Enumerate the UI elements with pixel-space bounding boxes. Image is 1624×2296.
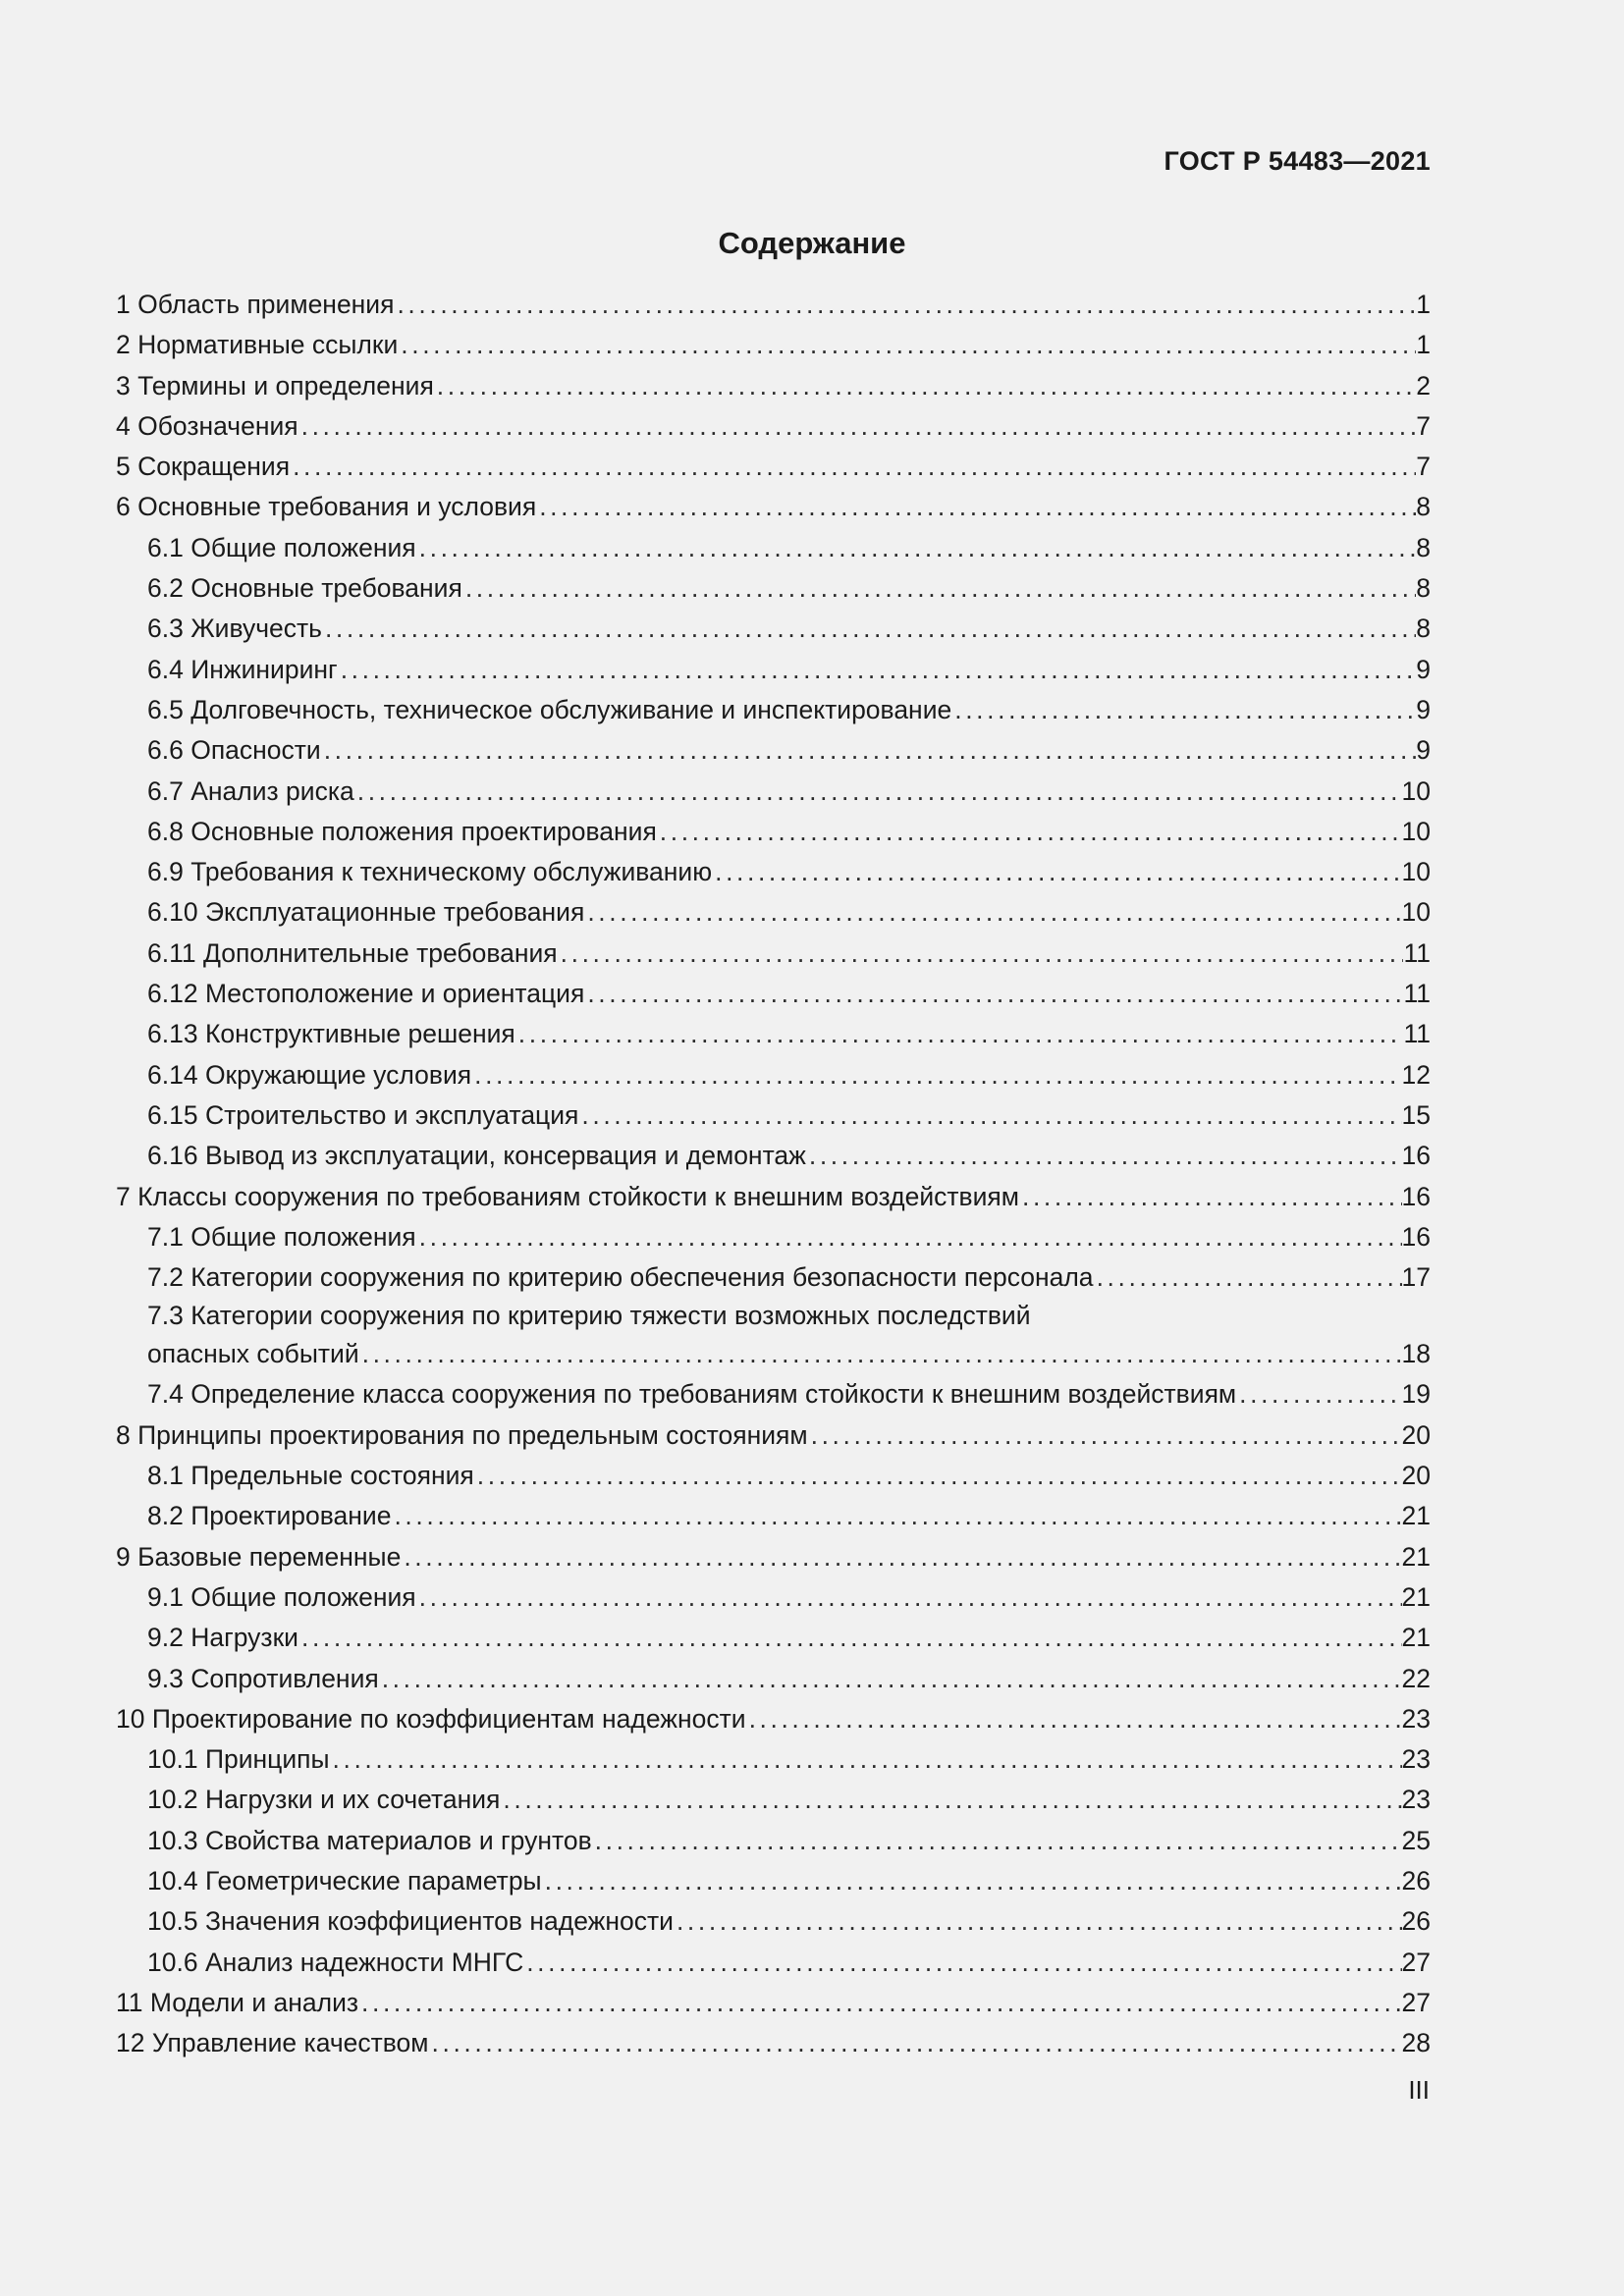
toc-entry-title: 6 Основные требования и условия (116, 492, 537, 522)
toc-entry[interactable] (116, 528, 1431, 568)
toc-entry-title: 9.1 Общие положения (147, 1581, 416, 1612)
toc-entry-title: 12 Управление качеством (116, 2028, 429, 2058)
toc-entry-row (116, 1537, 1431, 1577)
toc-entry[interactable] (116, 730, 1431, 771)
toc-entry-title: 7.1 Общие положения (147, 1221, 416, 1252)
toc-entry-title: 2 Нормативные ссылки (116, 330, 399, 360)
toc-entry-page: 21 (1401, 1501, 1431, 1531)
dot-leader (712, 852, 1401, 892)
toc-entry-row (116, 285, 1431, 325)
toc-entry[interactable] (116, 1456, 1431, 1496)
document-code: ГОСТ Р 54483—2021 (1164, 146, 1431, 176)
toc-entry-row (116, 1415, 1431, 1456)
dot-leader (379, 1659, 1402, 1699)
dot-leader (394, 285, 1416, 325)
toc-entry-page: 28 (1401, 2028, 1431, 2058)
toc-entry-row (116, 325, 1431, 365)
toc-entry-title: 6.11 Дополнительные требования (147, 937, 558, 968)
toc-entry-title: 10.6 Анализ надежности МНГС (147, 1947, 524, 1977)
dot-leader (398, 325, 1416, 365)
toc-entry-title: 8 Принципы проектирования по предельным состояниям (116, 1419, 808, 1450)
toc-entry-row (116, 366, 1431, 406)
dot-leader (806, 1136, 1402, 1176)
toc-entry[interactable] (116, 1861, 1431, 1901)
page-title: Содержание (718, 226, 906, 260)
toc-entry-title: 6.2 Основные требования (147, 573, 462, 604)
toc-entry[interactable] (116, 1095, 1431, 1136)
toc-entry[interactable] (116, 892, 1431, 933)
toc-entry[interactable] (116, 1136, 1431, 1176)
toc-entry-row (116, 1055, 1431, 1095)
dot-leader (500, 1780, 1401, 1820)
toc-entry[interactable] (116, 1780, 1431, 1820)
toc-entry-title: 9 Базовые переменные (116, 1541, 402, 1572)
toc-entry[interactable] (116, 2023, 1431, 2063)
toc-entry-row (116, 609, 1431, 649)
toc-entry-page: 7 (1416, 452, 1431, 482)
toc-entry[interactable] (116, 1014, 1431, 1054)
toc-entry-row (116, 1014, 1431, 1054)
toc-entry-title: 8.1 Предельные состояния (147, 1461, 474, 1491)
dot-leader (808, 1415, 1402, 1456)
toc-entry-title: 6.7 Анализ риска (147, 775, 354, 806)
toc-entry[interactable] (116, 1699, 1431, 1739)
dot-leader (391, 1496, 1401, 1536)
toc-entry-page: 25 (1401, 1825, 1431, 1855)
toc-entry-title: 3 Термины и определения (116, 370, 434, 400)
toc-entry-row (116, 1861, 1431, 1901)
dot-leader (338, 650, 1417, 690)
dot-leader (578, 1095, 1401, 1136)
dot-leader (674, 1901, 1402, 1942)
toc-entry-row (116, 772, 1431, 812)
toc-entry-page: 11 (1403, 937, 1431, 968)
toc-entry-row (116, 1217, 1431, 1257)
toc-entry-title: 6.3 Живучесть (147, 614, 322, 644)
toc-entry-page: 20 (1401, 1461, 1431, 1491)
toc-entry-row (116, 528, 1431, 568)
dot-leader (401, 1537, 1401, 1577)
toc-entry[interactable] (116, 812, 1431, 852)
toc-entry[interactable] (116, 1537, 1431, 1577)
toc-entry-title: 6.9 Требования к техническому обслуживанию (147, 857, 713, 887)
toc-entry-row (116, 1257, 1431, 1298)
dot-leader (462, 568, 1416, 609)
toc-entry-row (116, 892, 1431, 933)
dot-leader (330, 1739, 1402, 1780)
toc-entry-row (116, 1780, 1431, 1820)
toc-entry-row (116, 1821, 1431, 1861)
toc-entry-page: 9 (1416, 654, 1431, 684)
toc-entry[interactable] (116, 609, 1431, 649)
toc-entry-title: 11 Модели и анализ (116, 1987, 359, 2017)
toc-entry-page: 23 (1401, 1785, 1431, 1815)
toc-entry[interactable] (116, 852, 1431, 892)
toc-entry-page: 27 (1401, 1947, 1431, 1977)
toc-entry-page: 10 (1401, 775, 1431, 806)
dot-leader (523, 1943, 1401, 1983)
toc-entry-title: 10.1 Принципы (147, 1744, 330, 1775)
toc-entry-row (116, 406, 1431, 447)
toc-entry[interactable] (116, 1055, 1431, 1095)
toc-entry-row (116, 1374, 1431, 1415)
toc-entry-title: 5 Сокращения (116, 452, 291, 482)
toc-entry-title: 6.5 Долговечность, техническое обслуживание и инспектирование (147, 694, 952, 724)
toc-entry-title: 6.13 Конструктивные решения (147, 1019, 515, 1049)
toc-entry-row (116, 934, 1431, 974)
toc-entry-title: 10.2 Нагрузки и их сочетания (147, 1785, 501, 1815)
toc-entry-title: 10.3 Свойства материалов и грунтов (147, 1825, 592, 1855)
dot-leader (322, 609, 1416, 649)
toc-entry[interactable] (116, 568, 1431, 609)
toc-entry-title: 7.3 Категории сооружения по критерию тяжести возможных последствий (147, 1301, 1031, 1331)
toc-entry[interactable] (116, 1217, 1431, 1257)
toc-entry-page: 8 (1416, 573, 1431, 604)
toc-entry-page: 11 (1403, 979, 1431, 1009)
toc-entry-title: 6.15 Строительство и эксплуатация (147, 1099, 579, 1130)
toc-entry[interactable] (116, 447, 1431, 487)
dot-leader (434, 366, 1416, 406)
dot-leader (471, 1055, 1401, 1095)
dot-leader (592, 1821, 1402, 1861)
toc-entry-row (116, 447, 1431, 487)
toc-entry-page: 10 (1401, 857, 1431, 887)
toc-entry[interactable] (116, 1943, 1431, 1983)
dot-leader (416, 528, 1417, 568)
toc-entry-page: 8 (1416, 614, 1431, 644)
toc-entry[interactable] (116, 772, 1431, 812)
dot-leader (558, 934, 1404, 974)
toc-entry-page: 16 (1401, 1181, 1431, 1211)
toc-entry[interactable] (116, 1577, 1431, 1618)
toc-entry-row (116, 1577, 1431, 1618)
toc-entry-page: 18 (1401, 1339, 1431, 1369)
toc-entry-page: 26 (1401, 1865, 1431, 1896)
toc-entry-page: 2 (1416, 370, 1431, 400)
toc-entry-row (116, 1334, 1431, 1374)
toc-entry-row (116, 1901, 1431, 1942)
dot-leader (542, 1861, 1402, 1901)
dot-leader (1094, 1257, 1402, 1298)
toc-entry-title: 8.2 Проектирование (147, 1501, 392, 1531)
toc-entry[interactable] (116, 1659, 1431, 1699)
dot-leader (474, 1456, 1402, 1496)
toc-entry[interactable] (116, 934, 1431, 974)
toc-entry[interactable] (116, 1901, 1431, 1942)
dot-leader (584, 892, 1401, 933)
toc-entry[interactable] (116, 1177, 1431, 1217)
dot-leader (515, 1014, 1404, 1054)
toc-entry-page: 16 (1401, 1141, 1431, 1171)
dot-leader (358, 1983, 1401, 2023)
toc-entry-page: 12 (1401, 1059, 1431, 1090)
toc-entry-title: 7.4 Определение класса сооружения по требованиям стойкости к внешним воздействиям (147, 1379, 1237, 1410)
toc-entry[interactable] (116, 285, 1431, 325)
toc-entry[interactable] (116, 1496, 1431, 1536)
dot-leader (746, 1699, 1402, 1739)
toc-entry[interactable] (116, 1415, 1431, 1456)
dot-leader (290, 447, 1416, 487)
toc-entry[interactable] (116, 1618, 1431, 1658)
toc-entry[interactable] (116, 650, 1431, 690)
toc-entry[interactable] (116, 690, 1431, 730)
toc-entry-row (116, 1456, 1431, 1496)
toc-entry-page: 10 (1401, 897, 1431, 928)
dot-leader (951, 690, 1416, 730)
toc-entry[interactable] (116, 1257, 1431, 1298)
toc-entry[interactable] (116, 325, 1431, 365)
toc-entry[interactable] (116, 406, 1431, 447)
toc-entry-page: 9 (1416, 694, 1431, 724)
toc-entry[interactable] (116, 1298, 1431, 1374)
toc-entry-page: 26 (1401, 1906, 1431, 1937)
toc-entry-row (116, 730, 1431, 771)
toc-entry-title: 6.6 Опасности (147, 735, 321, 766)
dot-leader (354, 772, 1402, 812)
toc-entry-title: 6.8 Основные положения проектирования (147, 816, 657, 846)
toc-entry-row (116, 1177, 1431, 1217)
dot-leader (1236, 1374, 1401, 1415)
toc-entry-row (116, 852, 1431, 892)
toc-entry-page: 15 (1401, 1099, 1431, 1130)
dot-leader (416, 1217, 1402, 1257)
toc-entry-title: 6.12 Местоположение и ориентация (147, 979, 585, 1009)
toc-entry[interactable] (116, 1821, 1431, 1861)
toc-entry-title: 10.4 Геометрические параметры (147, 1865, 542, 1896)
toc-entry-row (116, 974, 1431, 1014)
dot-leader (429, 2023, 1402, 2063)
toc-entry-row (116, 812, 1431, 852)
toc-entry-title: 1 Область применения (116, 290, 395, 319)
toc-entry-row (116, 1739, 1431, 1780)
toc-entry-page: 21 (1401, 1541, 1431, 1572)
toc-entry-page: 27 (1401, 1987, 1431, 2017)
toc-entry-page: 1 (1416, 290, 1431, 319)
toc-entry-page: 21 (1401, 1581, 1431, 1612)
toc-entry-row (116, 487, 1431, 527)
dot-leader (584, 974, 1403, 1014)
toc-entry-page: 11 (1403, 1019, 1431, 1049)
dot-leader (416, 1577, 1402, 1618)
toc-entry-title: 6.4 Инжиниринг (147, 654, 338, 684)
toc-entry-page: 8 (1416, 492, 1431, 522)
toc-entry-row (116, 2023, 1431, 2063)
toc-entry-page: 17 (1401, 1262, 1431, 1293)
toc-entry-row (116, 568, 1431, 609)
toc-entry-row (116, 650, 1431, 690)
toc-entry-title: 10 Проектирование по коэффициентам надежности (116, 1703, 746, 1734)
toc-entry-page: 20 (1401, 1419, 1431, 1450)
toc-entry-title: 6.16 Вывод из эксплуатации, консервация и демонтаж (147, 1141, 806, 1171)
toc-entry-row (116, 1983, 1431, 2023)
toc-entry[interactable] (116, 487, 1431, 527)
toc-entry-row (116, 1618, 1431, 1658)
toc-entry-title: 9.2 Нагрузки (147, 1623, 298, 1653)
toc-entry-page: 22 (1401, 1663, 1431, 1693)
toc-entry-title: 10.5 Значения коэффициентов надежности (147, 1906, 674, 1937)
dot-leader (298, 1618, 1402, 1658)
dot-leader (359, 1334, 1402, 1374)
dot-leader (1019, 1177, 1402, 1217)
toc-entry-page: 7 (1416, 410, 1431, 441)
toc-entry-page: 23 (1401, 1703, 1431, 1734)
dot-leader (298, 406, 1417, 447)
toc-entry-page: 16 (1401, 1221, 1431, 1252)
toc-entry-title-continuation: опасных событий (147, 1339, 359, 1369)
toc-entry[interactable] (116, 1739, 1431, 1780)
toc-entry-title: 7.2 Категории сооружения по критерию обеспечения безопасности персонала (147, 1262, 1094, 1293)
toc-entry-title: 6.1 Общие положения (147, 532, 416, 562)
toc-entry[interactable] (116, 1983, 1431, 2023)
toc-entry[interactable] (116, 974, 1431, 1014)
toc-entry-row (116, 690, 1431, 730)
toc-entry-row (116, 1136, 1431, 1176)
toc-entry-row (116, 1496, 1431, 1536)
toc-entry-page: 19 (1401, 1379, 1431, 1410)
toc-entry-page: 1 (1416, 330, 1431, 360)
toc-entry-row (116, 1659, 1431, 1699)
page-number: III (1408, 2075, 1430, 2105)
table-of-contents (116, 285, 1431, 2063)
toc-entry-page: 23 (1401, 1744, 1431, 1775)
toc-entry-row (116, 1943, 1431, 1983)
toc-entry-page: 21 (1401, 1623, 1431, 1653)
toc-entry-page: 9 (1416, 735, 1431, 766)
toc-entry-title: 7 Классы сооружения по требованиям стойкости к внешним воздействиям (116, 1181, 1019, 1211)
toc-entry-title: 6.14 Окружающие условия (147, 1059, 472, 1090)
toc-entry-row (116, 1095, 1431, 1136)
toc-entry-title: 6.10 Эксплуатационные требования (147, 897, 585, 928)
toc-entry[interactable] (116, 1374, 1431, 1415)
toc-entry[interactable] (116, 366, 1431, 406)
toc-entry-page: 8 (1416, 532, 1431, 562)
toc-entry-title: 4 Обозначения (116, 410, 298, 441)
toc-entry-title: 9.3 Сопротивления (147, 1663, 379, 1693)
toc-entry-row (116, 1699, 1431, 1739)
dot-leader (657, 812, 1402, 852)
toc-entry-page: 10 (1401, 816, 1431, 846)
dot-leader (321, 730, 1417, 771)
dot-leader (536, 487, 1416, 527)
